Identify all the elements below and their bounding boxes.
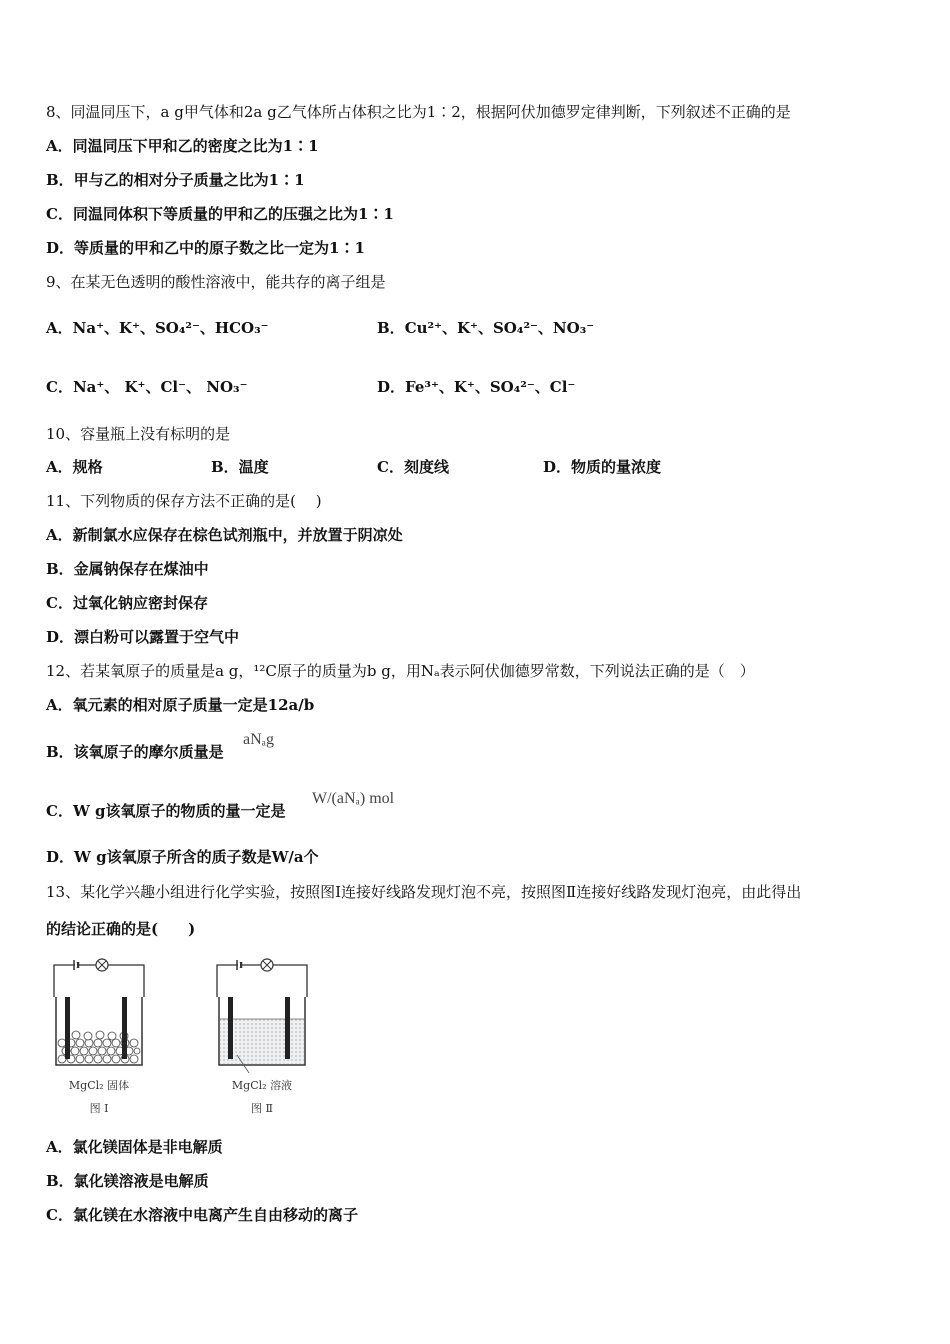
- q12-option-d[interactable]: D．W g该氧原子所含的质子数是W/a个: [46, 848, 319, 866]
- q13-option-a[interactable]: A．氯化镁固体是非电解质: [46, 1138, 223, 1156]
- figure-2-circuit: [207, 955, 317, 1120]
- q11-option-c[interactable]: C．过氧化钠应密封保存: [46, 594, 208, 612]
- q12-option-c[interactable]: C．W g该氧原子的物质的量一定是: [46, 802, 286, 820]
- q11-stem: 11、下列物质的保存方法不正确的是( ): [46, 492, 322, 510]
- q9-option-c-ions: Na⁺、 K⁺、Cl⁻、 NO₃⁻: [72, 378, 248, 396]
- figure-1-circuit: [44, 955, 154, 1120]
- q13-stem-line1: 13、某化学兴趣小组进行化学实验，按照图Ⅰ连接好线路发现灯泡不亮，按照图Ⅱ连接好线路发现灯泡亮，由此得出: [46, 883, 802, 901]
- q9-option-d-ions: Fe³⁺、K⁺、SO₄²⁻、Cl⁻: [405, 378, 576, 396]
- q8-option-b[interactable]: B．甲与乙的相对分子质量之比为1∶1: [46, 171, 305, 189]
- figure-2-caption: 图 Ⅱ: [251, 1102, 273, 1115]
- q12-option-b-formula: aNₐg: [243, 731, 275, 748]
- q9-option-b[interactable]: [377, 318, 594, 338]
- q9-option-c-label: C．: [46, 378, 73, 396]
- q8-option-c[interactable]: C．同温同体积下等质量的甲和乙的压强之比为1∶1: [46, 205, 394, 223]
- q10-option-b[interactable]: B．温度: [211, 458, 269, 476]
- q10-option-a[interactable]: A．规格: [46, 458, 103, 476]
- q9-option-b-label: B．: [377, 319, 405, 337]
- q13-option-c[interactable]: C．氯化镁在水溶液中电离产生自由移动的离子: [46, 1206, 358, 1224]
- q11-option-a[interactable]: A．新制氯水应保存在棕色试剂瓶中，并放置于阴凉处: [46, 526, 403, 544]
- q12-option-c-formula: W/(aNₐ) mol: [312, 790, 395, 807]
- q12-option-b[interactable]: B．该氧原子的摩尔质量是: [46, 743, 224, 761]
- q10-stem: 10、容量瓶上没有标明的是: [46, 425, 231, 443]
- q13-stem-line2: 的结论正确的是( ): [46, 920, 196, 938]
- figure-1-label: MgCl₂ 固体: [68, 1079, 130, 1092]
- figure-1-caption: 图 Ⅰ: [89, 1102, 109, 1115]
- q10-option-d[interactable]: D．物质的量浓度: [543, 458, 662, 476]
- q12-option-a[interactable]: A．氧元素的相对原子质量一定是12a/b: [46, 696, 315, 714]
- q8-option-a[interactable]: A．同温同压下甲和乙的密度之比为1∶1: [46, 137, 319, 155]
- q9-option-d-label: D．: [377, 378, 406, 396]
- q8-option-d[interactable]: D．等质量的甲和乙中的原子数之比一定为1∶1: [46, 239, 365, 257]
- q9-option-c[interactable]: [46, 377, 248, 397]
- q9-option-a[interactable]: [46, 318, 269, 338]
- q9-option-d[interactable]: [377, 377, 575, 397]
- q9-stem: 9、在某无色透明的酸性溶液中，能共存的离子组是: [46, 273, 386, 291]
- q12-stem: 12、若某氧原子的质量是a g，¹²C原子的质量为b g，用Nₐ表示阿伏伽德罗常数，下列说法正确的是（ ）: [46, 662, 755, 680]
- q8-stem: 8、同温同压下，a g甲气体和2a g乙气体所占体积之比为1∶2，根据阿伏加德罗定律判断，下列叙述不正确的是: [46, 103, 791, 121]
- q13-option-b[interactable]: B．氯化镁溶液是电解质: [46, 1172, 209, 1190]
- q9-option-a-label: A．: [46, 319, 73, 337]
- q9-option-a-ions: Na⁺、K⁺、SO₄²⁻、HCO₃⁻: [72, 319, 269, 337]
- q11-option-b[interactable]: B．金属钠保存在煤油中: [46, 560, 209, 578]
- q9-option-b-ions: Cu²⁺、K⁺、SO₄²⁻、NO₃⁻: [404, 319, 595, 337]
- q11-option-d[interactable]: D．漂白粉可以露置于空气中: [46, 628, 240, 646]
- figure-2-label: MgCl₂ 溶液: [231, 1079, 293, 1092]
- q10-option-c[interactable]: C．刻度线: [377, 458, 449, 476]
